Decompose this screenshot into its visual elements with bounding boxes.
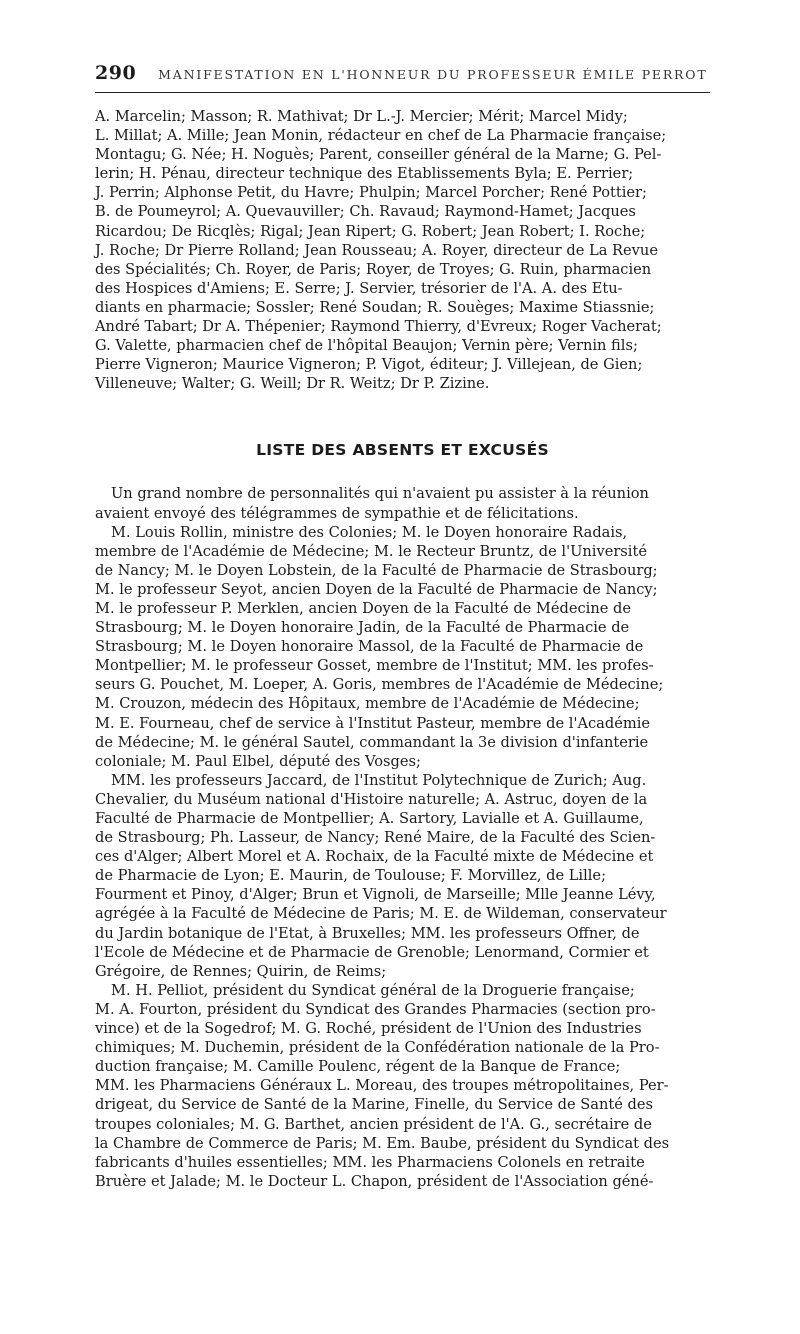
body-paragraph: MM. les professeurs Jaccard, de l'Institut Polytechnique de Zurich; Aug. Chevalier, du Muséum national d'Histoire naturelle; A. Astruc, doyen de la Faculté de Pharmacie de Montpellier; A. Sartory, Lavialle et A. Guillaume, de Strasbourg; Ph. Lasseur, de Nancy; René Maire, de la Faculté des Scien- ces d'Alger; Albert Morel et A. Rochaix, de la Faculté mixte de Médecine et de Pharmacie de Lyon; E. Maurin, de Toulouse; F. Morvillez, de Lille; Fourment et Pinoy, d'Alger; Brun et Vignoli, de Marseille; Mlle Jeanne Lévy, agrégée à la Faculté de Médecine de Paris; M. E. de Wildeman, conservateur du Jardin botanique de l'Etat, à Bruxelles; MM. les professeurs Offner, de l'Ecole de Médecine et de Pharmacie de Grenoble; Lenormand, Cormier et Grégoire, de Rennes; Quirin, de Reims; (95, 771, 667, 980)
body-paragraph: Un grand nombre de personnalités qui n'avaient pu assister à la réunion avaient envoyé des télégrammes de sympathie et de félicitations. (95, 485, 649, 522)
book-page (95, 62, 710, 1191)
section-heading: LISTE DES ABSENTS ET EXCUSÉS (256, 441, 549, 460)
running-title: MANIFESTATION EN L'HONNEUR DU PROFESSEUR ÉMILE PERROT (158, 67, 708, 82)
page-number: 290 (95, 62, 137, 84)
attendees-paragraph: A. Marcelin; Masson; R. Mathivat; Dr L.-J. Mercier; Mérit; Marcel Midy; L. Millat; A. Mille; Jean Monin, rédacteur en chef de La Pharmacie française; Montagu; G. Née; H. Noguès; Parent, conseiller général de la Marne; G. Pel- lerin; H. Pénau, directeur technique des Etablissements Byla; E. Perrier; J. Perrin; Alphonse Petit, du Havre; Phulpin; Marcel Porcher; René Pottier; B. de Poumeyrol; A. Quevauviller; Ch. Ravaud; Raymond-Hamet; Jacques Ricardou; De Ricqlès; Rigal; Jean Ripert; G. Robert; Jean Robert; I. Roche; J. Roche; Dr Pierre Rolland; Jean Rousseau; A. Royer, directeur de La Revue des Spécialités; Ch. Royer, de Paris; Royer, de Troyes; G. Ruin, pharmacien des Hospices d'Amiens; E. Serre; J. Servier, trésorier de l'A. A. des Etu- diants en pharmacie; Sossler; René Soudan; R. Souèges; Maxime Stiassnie; André Tabart; Dr A. Thépenier; Raymond Thierry, d'Evreux; Roger Vacherat; G. Valette, pharmacien chef de l'hôpital Beaujon; Vernin père; Vernin fils; Pierre Vigneron; Maurice Vigneron; P. Vigot, éditeur; J. Villejean, de Gien; Villeneuve; Walter; G. Weill; Dr R. Weitz; Dr P. Zizine. (95, 108, 667, 393)
running-header (95, 62, 710, 93)
body-paragraph: M. H. Pelliot, président du Syndicat général de la Droguerie française; M. A. Fourton, président du Syndicat des Grandes Pharmacies (section pro- vince) et de la Sogedrof; M. G. Roché, président de l'Union des Industries chimiques; M. Duchemin, président de la Confédération nationale de la Pro- duction française; M. Camille Poulenc, régent de la Banque de France; MM. les Pharmaciens Généraux L. Moreau, des troupes métropolitaines, Per- drigeat, du Service de Santé de la Marine, Finelle, du Service de Santé des troupes coloniales; M. G. Barthet, ancien président de l'A. G., secrétaire de la Chambre de Commerce de Paris; M. Em. Baube, président du Syndicat des fabricants d'huiles essentielles; MM. les Pharmaciens Colonels en retraite Bruère et Jalade; M. le Docteur L. Chapon, président de l'Association géné- (95, 981, 670, 1190)
body-paragraph: M. Louis Rollin, ministre des Colonies; M. le Doyen honoraire Radais, membre de l'Académie de Médecine; M. le Recteur Bruntz, de l'Université de Nancy; M. le Doyen Lobstein, de la Faculté de Pharmacie de Strasbourg; M. le professeur Seyot, ancien Doyen de la Faculté de Pharmacie de Nancy; M. le professeur P. Merklen, ancien Doyen de la Faculté de Médecine de Strasbourg; M. le Doyen honoraire Jadin, de la Faculté de Pharmacie de Strasbourg; M. le Doyen honoraire Massol, de la Faculté de Pharmacie de Montpellier; M. le professeur Gosset, membre de l'Institut; MM. les profes- seurs G. Pouchet, M. Loeper, A. Goris, membres de l'Académie de Médecine; M. Crouzon, médecin des Hôpitaux, membre de l'Académie de Médecine; M. E. Fourneau, chef de service à l'Institut Pasteur, membre de l'Académie de Médecine; M. le général Sautel, commandant la 3e division d'infanterie coloniale; M. Paul Elbel, député des Vosges; (95, 523, 664, 770)
